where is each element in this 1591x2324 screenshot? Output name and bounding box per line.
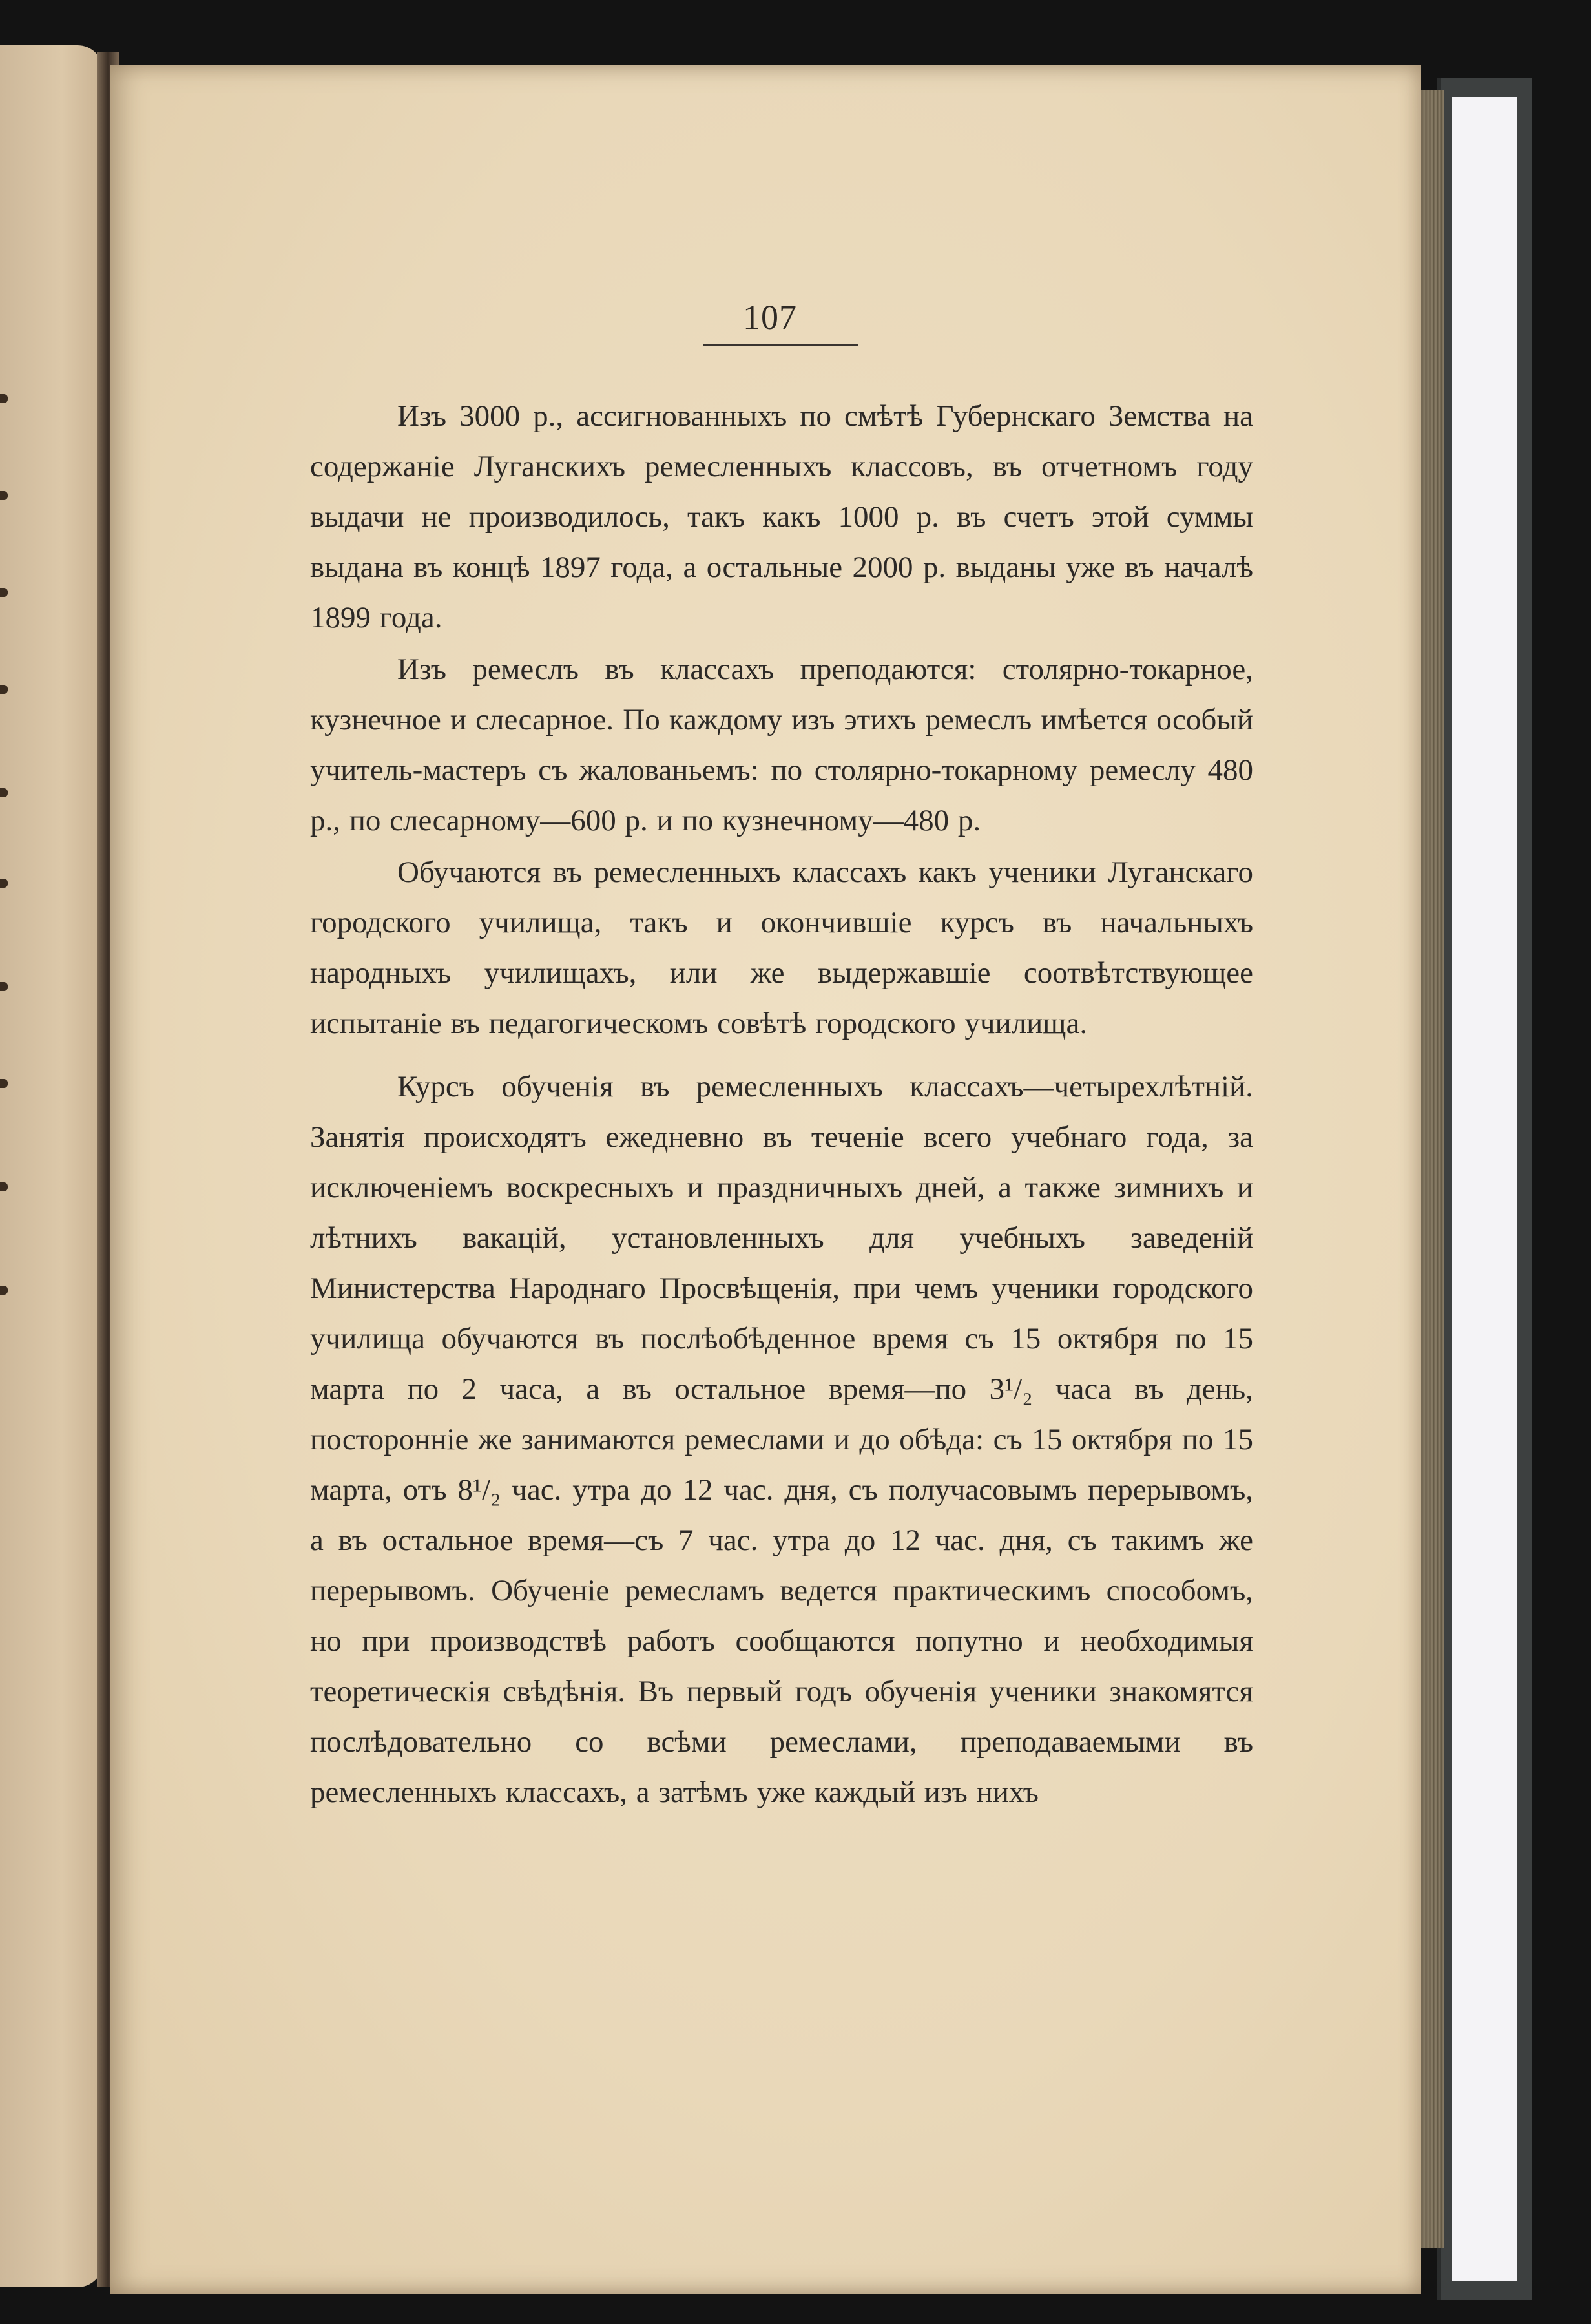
margin-mark [0, 788, 8, 797]
paragraph: Изъ 3000 р., ассигнованныхъ по смѣтѣ Губернскаго Земства на содержаніе Луганскихъ ремесленныхъ классовъ, въ отчетномъ году выдачи не производилось, такъ какъ 1000 р. въ счетъ этой суммы выдана въ концѣ 1897 года, а остальные 2000 р. выданы уже въ началѣ 1899 года. [310, 399, 1253, 634]
body-text [310, 391, 1253, 1817]
margin-mark [0, 394, 8, 403]
paragraph: Курсъ обученія въ ремесленныхъ классахъ—четырехлѣтній. Занятія происходятъ ежедневно въ теченіе всего учебнаго года, за исключеніемъ воскресныхъ и праздничныхъ дней, а также зимнихъ и лѣтнихъ вакацій, установленныхъ для учебныхъ заведеній Министерства Народнаго Просвѣщенія, при чемъ ученики городского училища обучаются въ послѣобѣденное время съ 15 октября по 15 марта по 2 часа, а въ остальное время—по 3¹/₂ часа въ день, посторонніе же занимаются ремеслами и до обѣда: съ 15 октября по 15 марта, отъ 8¹/₂ час. утра до 12 час. дня, съ получасовымъ перерывомъ, а въ остальное время—съ 7 час. утра до 12 час. дня, съ такимъ же перерывомъ. Обученіе ремесламъ ведется практическимъ способомъ, но при производствѣ работъ сообщаются попутно и необходимыя теоретическія свѣдѣнія. Въ первый годъ обученія ученики знакомятся послѣдовательно со всѣми ремеслами, преподаваемыми въ ремесленныхъ классахъ, а затѣмъ уже каждый изъ нихъ [310, 1070, 1253, 1809]
margin-mark [0, 1286, 8, 1295]
margin-mark [0, 685, 8, 694]
document-page [110, 65, 1421, 2294]
calibration-strip [1452, 97, 1517, 2281]
margin-mark [0, 879, 8, 888]
facing-page-edge [0, 45, 103, 2287]
margin-mark [0, 982, 8, 991]
page-number-rule [703, 344, 858, 346]
paragraph: Изъ ремеслъ въ классахъ преподаются: столярно-токарное, кузнечное и слесарное. По каждому изъ этихъ ремеслъ имѣется особый учитель-мастеръ съ жалованьемъ: по столярно-токарному ремеслу 480 р., по слесарному—600 р. и по кузнечному—480 р. [310, 653, 1253, 837]
margin-mark [0, 1079, 8, 1088]
margin-mark [0, 588, 8, 597]
margin-mark [0, 491, 8, 500]
page-number: 107 [743, 298, 797, 337]
paragraph: Обучаются въ ремесленныхъ классахъ какъ ученики Луганскаго городского училища, такъ и окончившіе курсъ въ начальныхъ народныхъ училищахъ, или же выдержавшіе соотвѣтствующее испытаніе въ педагогическомъ совѣтѣ городского училища. [310, 855, 1253, 1040]
margin-mark [0, 1182, 8, 1191]
